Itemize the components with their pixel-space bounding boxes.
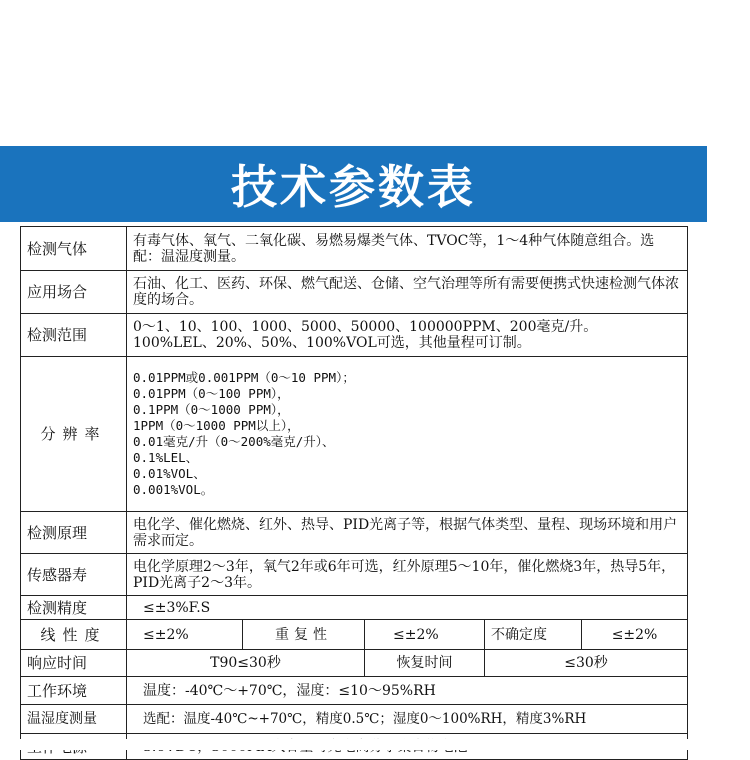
resolution-line: 0.1PPM（0～1000 PPM）， <box>133 402 290 417</box>
row-label-principle: 检测原理 <box>21 512 127 554</box>
table-row <box>21 314 688 357</box>
resolution-line: 0.001%VOL。 <box>133 482 214 497</box>
range-line-2: 100%LEL、20%、50%、100%VOL可选，其他量程可订制。 <box>133 335 531 351</box>
label-uncertainty: 不确定度 <box>485 620 582 650</box>
row-value-resolution <box>127 357 688 512</box>
table-row <box>21 677 688 705</box>
table-row <box>21 650 688 677</box>
title-banner <box>0 146 707 222</box>
row-value-range <box>127 314 688 357</box>
row-label-resolution: 分辨率 <box>21 357 127 512</box>
row-label-gas: 检测气体 <box>21 227 127 271</box>
label-repeatability: 重复性 <box>243 620 365 650</box>
row-value-response-time: T90≤30秒 <box>127 650 365 677</box>
row-value-temp-humidity: 选配：温度-40℃~+70℃，精度0.5℃；湿度0～100%RH，精度3%RH <box>127 705 688 734</box>
resolution-line: 0.01PPM或0.001PPM（0～10 PPM）； <box>133 370 355 385</box>
row-label-sensor-life: 传感器寿 <box>21 554 127 596</box>
row-label-application: 应用场合 <box>21 271 127 314</box>
row-label-temp-humidity: 温湿度测量 <box>21 705 127 734</box>
resolution-line: 0.01PPM（0～100 PPM）， <box>133 386 290 401</box>
bottom-crop <box>0 739 750 750</box>
range-line-1: 0～1、10、100、1000、5000、50000、100000PPM、200毫克/升。 <box>133 319 598 335</box>
resolution-line: 1PPM（0～1000 PPM以上）， <box>133 418 300 433</box>
table-row <box>21 271 688 314</box>
row-value-accuracy: ≤±3%F.S <box>127 596 688 620</box>
resolution-line: 0.01毫克/升（0～200%毫克/升）、 <box>133 434 335 449</box>
table-row <box>21 554 688 596</box>
row-label-accuracy: 检测精度 <box>21 596 127 620</box>
row-value-sensor-life: 电化学原理2～3年，氧气2年或6年可选，红外原理5～10年，催化燃烧3年，热导5年，PID光离子2～3年。 <box>127 554 688 596</box>
resolution-line: 0.01%VOL、 <box>133 466 206 481</box>
row-value-application: 石油、化工、医药、环保、燃气配送、仓储、空气治理等所有需要便携式快速检测气体浓度的场合。 <box>127 271 688 314</box>
row-label-linearity: 线性度 <box>21 620 127 650</box>
value-recovery-time: ≤30秒 <box>485 650 688 677</box>
table-row <box>21 227 688 271</box>
table-row <box>21 596 688 620</box>
table-row <box>21 705 688 734</box>
row-value-linearity: ≤±2% <box>127 620 243 650</box>
spec-table <box>20 226 688 760</box>
resolution-line: 0.1%LEL、 <box>133 450 199 465</box>
table-row <box>21 512 688 554</box>
row-label-range: 检测范围 <box>21 314 127 357</box>
row-value-principle: 电化学、催化燃烧、红外、热导、PID光离子等，根据气体类型、量程、现场环境和用户需求而定。 <box>127 512 688 554</box>
value-repeatability: ≤±2% <box>365 620 485 650</box>
row-value-environment: 温度：-40℃～+70℃，湿度：≤10～95%RH <box>127 677 688 705</box>
table-row <box>21 357 688 512</box>
value-uncertainty: ≤±2% <box>582 620 688 650</box>
row-value-gas: 有毒气体、氧气、二氧化碳、易燃易爆类气体、TVOC等，1～4种气体随意组合。选配：温湿度测量。 <box>127 227 688 271</box>
row-label-response-time: 响应时间 <box>21 650 127 677</box>
table-row <box>21 620 688 650</box>
row-label-environment: 工作环境 <box>21 677 127 705</box>
page-title: 技术参数表 <box>231 160 476 214</box>
label-recovery-time: 恢复时间 <box>365 650 485 677</box>
